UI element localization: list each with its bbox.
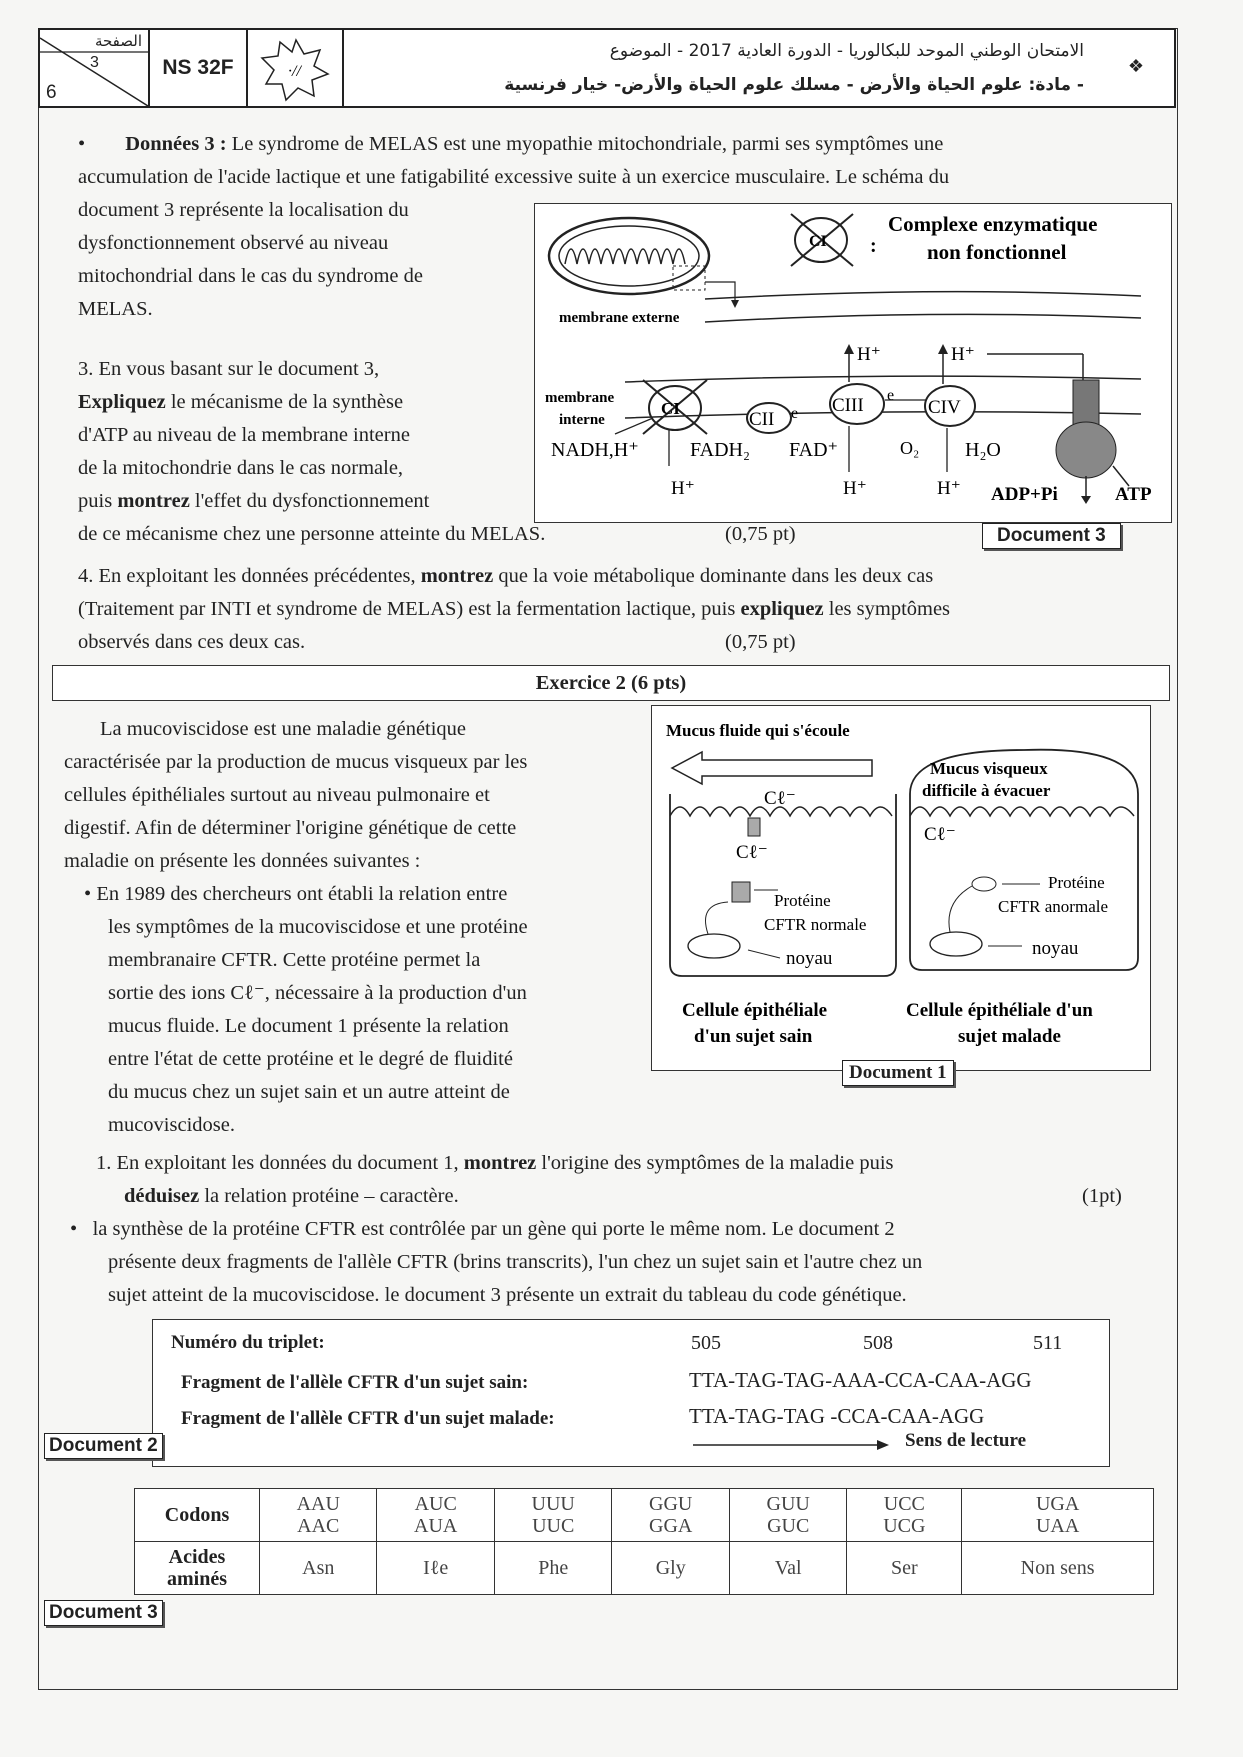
complex-civ: CIV [928,397,961,418]
amino-acid-cell: Val [729,1542,846,1595]
triplet-508: 508 [863,1332,893,1354]
mucus-fluide-label: Mucus fluide qui s'écoule [666,721,850,740]
text-line: de la mitochondrie dans le cas normale, [78,457,404,479]
text-line: cellules épithéliales surtout au niveau pulmonaire et [64,784,490,806]
donnees3-text-2: accumulation de l'acide lactique et une fatigabilité excessive suite à un exercice musculaire. Le schéma du [78,166,950,188]
table-row [135,1542,1154,1595]
codon-cell: AAU AAC [260,1489,377,1542]
text-line: En 1989 des chercheurs ont établi la relation entre [96,883,508,905]
codon-cell: UGA UAA [962,1489,1154,1542]
nucleus-label: noyau [786,948,833,969]
q1-points: (1pt) [1082,1185,1122,1207]
document2-label: Document 2 [44,1433,163,1459]
amino-acid-cell: Phe [494,1542,611,1595]
nucleus-label: noyau [1032,938,1079,959]
protein-normal-label-2: CFTR normale [764,915,867,934]
text-line: caractérisée par la production de mucus visqueux par les [64,751,528,773]
donnees3-left-text [78,194,528,326]
text-line: sujet atteint de la mucoviscidose. le document 3 présente un extrait du tableau du code génétique. [108,1284,907,1306]
protein-abnormal-label-2: CFTR anormale [998,897,1109,916]
reading-direction-label: Sens de lecture [905,1430,1027,1451]
svg-text:·//: ·// [288,63,301,80]
mitochondrion-icon [549,218,739,308]
fad-label: FAD⁺ [789,439,839,461]
amino-acid-cell: Non sens [962,1542,1154,1595]
exam-title-arabic [350,34,1084,102]
page-label: الصفحة [94,32,142,50]
amino-acids-header: Acides aminés [135,1542,260,1595]
codon-cell: UCC UCG [847,1489,962,1542]
document1-label: Document 1 [842,1060,954,1086]
triplet-number-label: Numéro du triplet: [171,1332,325,1353]
cell-healthy-caption-1: Cellule épithéliale [682,1000,828,1021]
codon-cell: AUC AUA [377,1489,494,1542]
text-line: l'effet du dysfonctionnement [189,490,430,512]
table-row [135,1489,1154,1542]
text-line: (Traitement par INTI et syndrome de MELAS) est la fermentation lactique, puis [78,598,741,620]
triplet-505: 505 [691,1332,721,1354]
document3-label: Document 3 [982,523,1121,549]
text-line: que la voie métabolique dominante dans les deux cas [493,565,934,587]
h2o-label: H₂O [965,439,1001,461]
text-line: MELAS. [78,298,153,320]
text-line: En vous basant sur le document 3, [93,358,380,380]
text-line: les symptômes de la mucoviscidose et une protéine [108,916,528,938]
text-line: présente deux fragments de l'allèle CFTR (brins transcrits), l'un chez un sujet sain et l'autre chez un [108,1251,923,1273]
codon-cell: GGU GGA [612,1489,729,1542]
text-line: dysfonctionnement observé au niveau [78,232,389,254]
q4-verb-explain: expliquez [740,598,824,620]
codon-cell: GUU GUC [729,1489,846,1542]
text-line: mucoviscidose. [108,1114,235,1136]
atp-label: ATP [1115,484,1152,505]
cell-sick-caption-2: sujet malade [958,1026,1061,1047]
chloride-ion-label: Cℓ⁻ [924,824,956,845]
page-number-cell [40,30,150,106]
q4-number: 4. [78,565,94,587]
non-functional-complex-legend-icon [791,214,853,266]
document2-allele-fragments [152,1319,1110,1467]
healthy-fragment-sequence: TTA-TAG-TAG-AAA-CCA-CAA-AGG [689,1368,1032,1392]
h-plus-label: H⁺ [937,478,961,499]
text-line: les symptômes [823,598,951,620]
h-plus-label: H⁺ [671,478,695,499]
cell-healthy-caption-2: d'un sujet sain [694,1026,813,1047]
q1-verb-deduce: déduisez [124,1185,200,1207]
exercise2-bullet1: • En 1989 des chercheurs ont établi la relation entre les symptômes de la mucoviscidose et une protéine membranaire CFTR. Cette protéine permet la sortie des ions Cℓ⁻, nécessaire à la production d'un mucus fluide. Le document 1 présente la relation entre l'état de cette protéine et le degré de fluidité du mucus chez un sujet sain et un autre atteint de mucoviscidose. [84,878,634,1142]
q3-verb-explain: Expliquez [78,391,166,413]
sick-fragment-label: Fragment de l'allèle CFTR d'un sujet malade: [181,1408,555,1429]
text-line: l'origine des symptômes de la maladie puis [536,1152,894,1174]
document1-cells-diagram [651,705,1151,1071]
text-line: de ce mécanisme chez une personne atteinte du MELAS. [78,523,546,545]
text-line: entre l'état de cette protéine et le degré de fluidité [108,1048,513,1070]
flow-arrow-icon [672,752,872,784]
nadh-label: NADH,H⁺ [551,439,639,461]
text-line: sortie des ions Cℓ⁻, nécessaire à la production d'un [108,982,527,1004]
healthy-fragment-label: Fragment de l'allèle CFTR d'un sujet sain: [181,1372,529,1393]
codon-cell: UUU UUC [494,1489,611,1542]
text-line: mucus fluide. Le document 1 présente la relation [108,1015,509,1037]
amino-acid-cell: Ser [847,1542,962,1595]
question-1 [96,1147,1136,1213]
amino-acid-cell: Asn [260,1542,377,1595]
exam-seal-icon [248,30,344,106]
protein-abnormal-label-1: Protéine [1048,873,1105,892]
donnees3-text-1: Le syndrome de MELAS est une myopathie mitochondriale, parmi ses symptômes une [226,133,944,155]
q3-number: 3. [78,358,94,380]
page-number: 3 [90,54,99,71]
codons-header: Codons [135,1489,260,1542]
h-plus-label: H⁺ [951,344,975,365]
sick-fragment-sequence: TTA-TAG-TAG -CCA-CAA-AGG [689,1404,985,1428]
exam-title-line2: - مادة: علوم الحياة والأرض - مسلك علوم الحياة والأرض- خيار فرنسية [504,75,1084,95]
exam-code: NS 32F [150,30,248,106]
mucus-visqueux-label-2: difficile à évacuer [922,781,1051,800]
text-line: mitochondrial dans le cas du syndrome de [78,265,423,287]
genetic-code-doc-label: Document 3 [44,1600,163,1626]
electron-label: e [791,405,799,422]
genetic-code-table [134,1488,1154,1595]
membrane-externe-label: membrane externe [559,310,680,326]
document3-mitochondria-diagram [534,203,1172,523]
q1-number: 1. [96,1152,112,1174]
exercise2-intro [64,713,634,878]
amino-acid-cell: Iℓe [377,1542,494,1595]
text-line: maladie on présente les données suivantes : [64,850,421,872]
complex-ciii: CIII [832,395,864,416]
complex-ci: CI [661,399,680,418]
text-line: En exploitant les données précédentes, [93,565,421,587]
text-line: document 3 représente la localisation du [78,199,409,221]
diamond-icon: ❖ [1127,56,1144,76]
membrane-interne-label-1: membrane [545,390,615,406]
page-total: 6 [46,82,57,103]
amino-acid-cell: Gly [612,1542,729,1595]
text-line: du mucus chez un sujet sain et un autre atteint de [108,1081,510,1103]
cell-sick-caption-1: Cellule épithéliale d'un [906,1000,1093,1021]
text-line: observés dans ces deux cas. [78,631,306,653]
exercise2-bullet2: • la synthèse de la protéine CFTR est contrôlée par un gène qui porte le même nom. Le document 2 présente deux fragments de l'allèle CFTR (brins transcrits), l'un chez un sujet sain et l'autre chez un sujet atteint de la mucoviscidose. le document 3 présente un extrait du tableau du code génétique. [70,1213,1170,1312]
exercise2-title: Exercice 2 (6 pts) [52,665,1170,701]
h-plus-label: H⁺ [843,478,867,499]
q3-verb-show: montrez [117,490,190,512]
adp-label: ADP+Pi [991,484,1058,505]
h-plus-label: H⁺ [857,344,881,365]
text-line: la synthèse de la protéine CFTR est contrôlée par un gène qui porte le même nom. Le document 2 [92,1218,895,1240]
text-line: digestif. Afin de déterminer l'origine génétique de cette [64,817,517,839]
text-line: puis [78,490,118,512]
q3-points: (0,75 pt) [725,523,796,545]
donnees3-paragraph: • Données 3 : Le syndrome de MELAS est une myopathie mitochondriale, parmi ses symptômes une accumulation de l'acide lactique et une fatigabilité excessive suite à un exercice musculaire. Le schéma du [78,133,950,188]
text-line: la relation protéine – caractère. [199,1185,459,1207]
triplet-511: 511 [1033,1332,1063,1354]
chloride-ion-label: Cℓ⁻ [736,842,768,863]
q1-verb-show: montrez [463,1152,537,1174]
text-line: En exploitant les données du document 1, [111,1152,464,1174]
text-line: le mécanisme de la synthèse [165,391,404,413]
exam-title-line1: الامتحان الوطني الموحد للبكالوريا - الدورة العادية 2017 - الموضوع [609,41,1084,61]
electron-label-2: e [887,387,895,404]
legend-line1: Complexe enzymatique [888,212,1098,236]
protein-normal-label-1: Protéine [774,891,831,910]
q4-points: (0,75 pt) [725,631,796,653]
text-line: d'ATP au niveau de la membrane interne [78,424,410,446]
legend-colon: : [870,235,877,257]
q4-verb-show: montrez [420,565,494,587]
membrane-interne-label-2: interne [559,412,605,428]
text-line: membranaire CFTR. Cette protéine permet la [108,949,481,971]
text-line: La mucoviscidose est une maladie génétique [100,718,467,740]
donnees3-label: Données 3 : [125,133,227,155]
complex-cii: CII [749,409,775,430]
legend-line2: non fonctionnel [927,240,1067,264]
question-4 [78,560,1168,659]
legend-ci: CI [809,233,827,250]
mucus-visqueux-label-1: Mucus visqueux [930,759,1048,778]
o2-label: O₂ [900,438,920,458]
chloride-ion-label: Cℓ⁻ [764,788,796,809]
fadh2-label: FADH₂ [690,439,750,461]
exam-header [38,28,1176,108]
